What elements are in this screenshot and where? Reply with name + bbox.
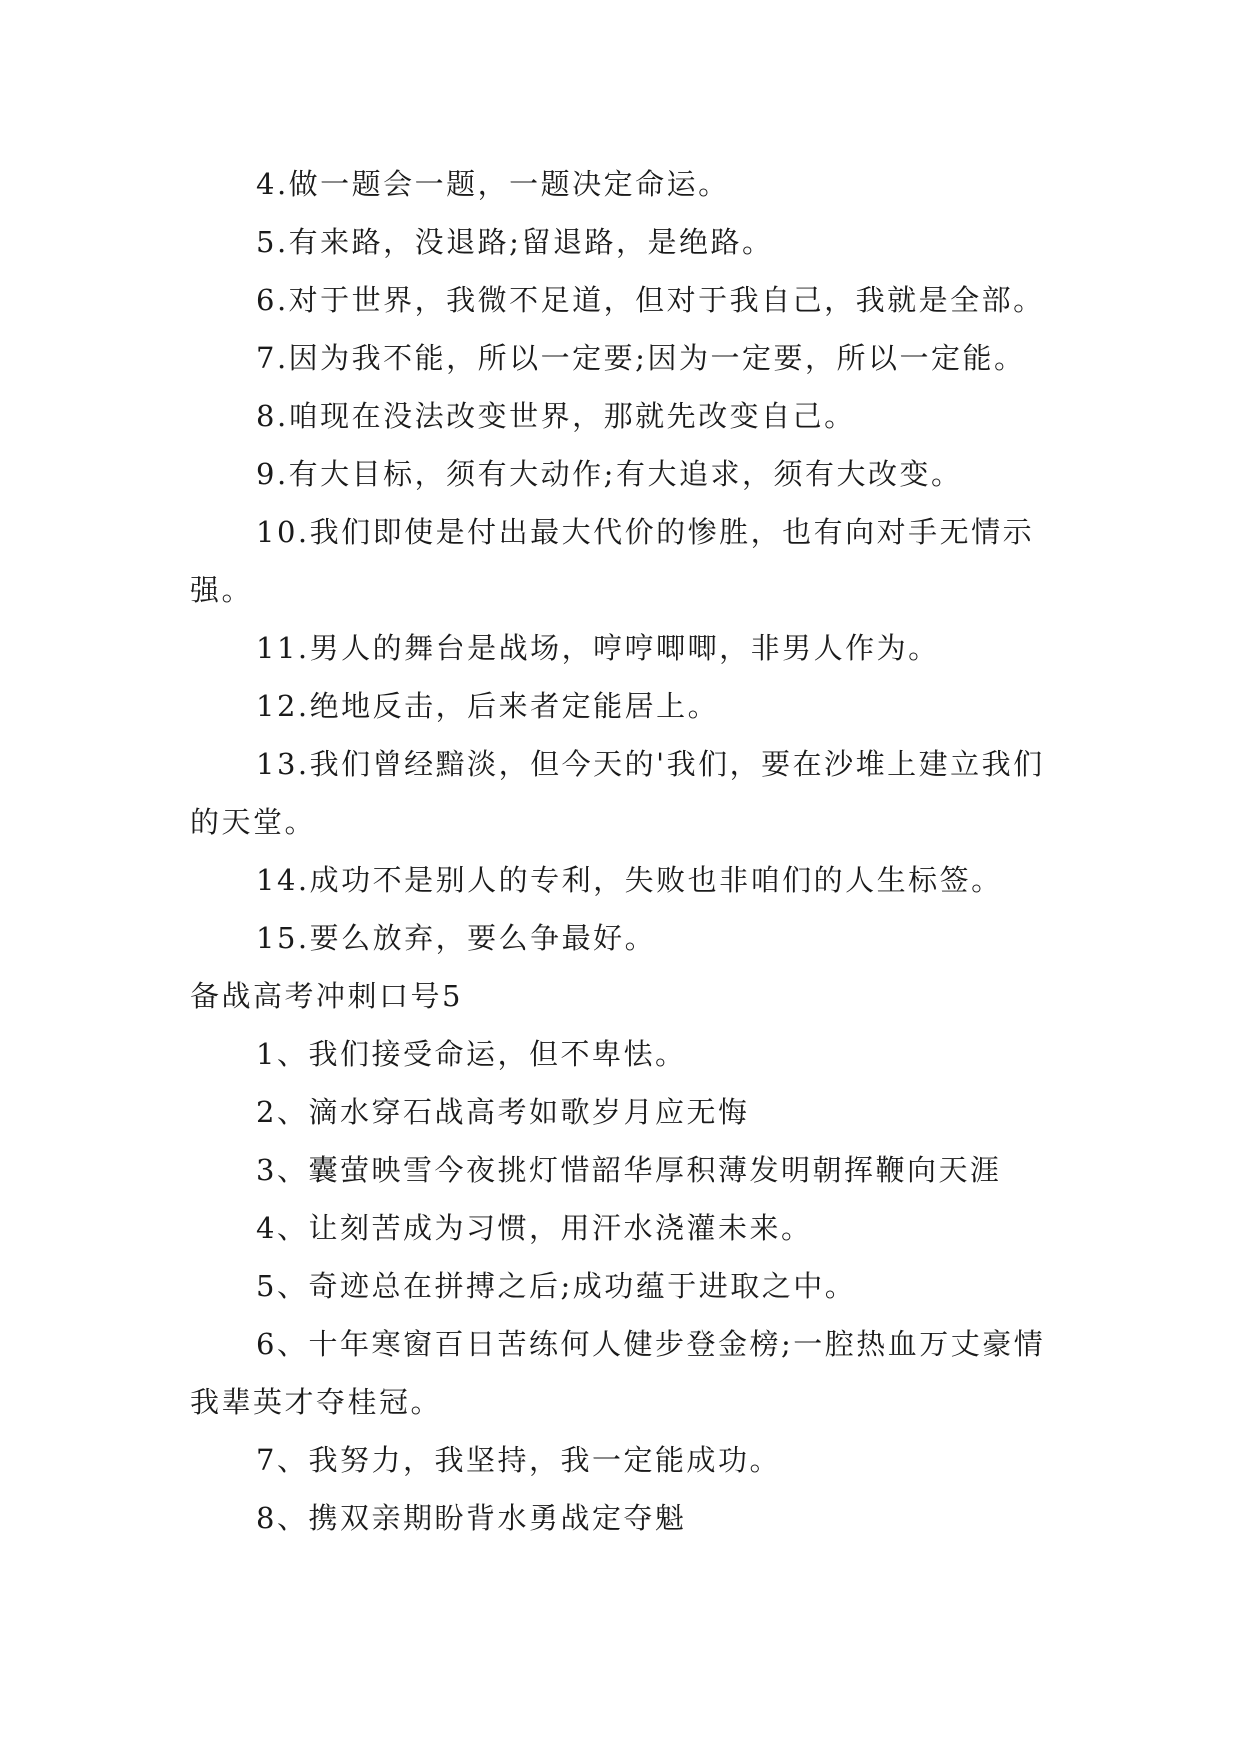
section-heading: 备战高考冲刺口号5 <box>190 979 463 1013</box>
slogan-item: 8、携双亲期盼背水勇战定夺魁 <box>256 1501 687 1535</box>
slogan-item: 4.做一题会一题，一题决定命运。 <box>256 167 730 201</box>
slogan-item: 14.成功不是别人的专利，失败也非咱们的人生标签。 <box>256 863 1003 897</box>
slogan-item: 4、让刻苦成为习惯，用汗水浇灌未来。 <box>256 1211 813 1245</box>
slogan-item: 6.对于世界，我微不足道，但对于我自己，我就是全部。 <box>256 283 1045 317</box>
slogan-item: 5、奇迹总在拼搏之后;成功蕴于进取之中。 <box>256 1269 857 1303</box>
slogan-item: 13.我们曾经黯淡，但今天的'我们，要在沙堆上建立我们的天堂。 <box>190 747 1045 839</box>
slogan-item: 1、我们接受命运，但不卑怯。 <box>256 1037 687 1071</box>
slogan-item: 11.男人的舞台是战场，哼哼唧唧，非男人作为。 <box>256 631 940 665</box>
slogan-item: 7、我努力，我坚持，我一定能成功。 <box>256 1443 781 1477</box>
slogan-item: 5.有来路，没退路;留退路，是绝路。 <box>256 225 774 259</box>
slogan-item: 15.要么放弃，要么争最好。 <box>256 921 657 955</box>
slogan-item: 10.我们即使是付出最大代价的惨胜，也有向对手无情示强。 <box>190 515 1035 607</box>
slogan-item: 12.绝地反击，后来者定能居上。 <box>256 689 720 723</box>
document-content <box>190 155 1070 1547</box>
slogan-item: 9.有大目标，须有大动作;有大追求，须有大改变。 <box>256 457 963 491</box>
slogan-item: 2、滴水穿石战高考如歌岁月应无悔 <box>256 1095 750 1129</box>
slogan-item: 8.咱现在没法改变世界，那就先改变自己。 <box>256 399 856 433</box>
slogan-item: 6、十年寒窗百日苦练何人健步登金榜;一腔热血万丈豪情我辈英才夺桂冠。 <box>190 1327 1046 1419</box>
slogan-item: 3、囊萤映雪今夜挑灯惜韶华厚积薄发明朝挥鞭向天涯 <box>256 1153 1002 1187</box>
slogan-item: 7.因为我不能，所以一定要;因为一定要，所以一定能。 <box>256 341 1026 375</box>
